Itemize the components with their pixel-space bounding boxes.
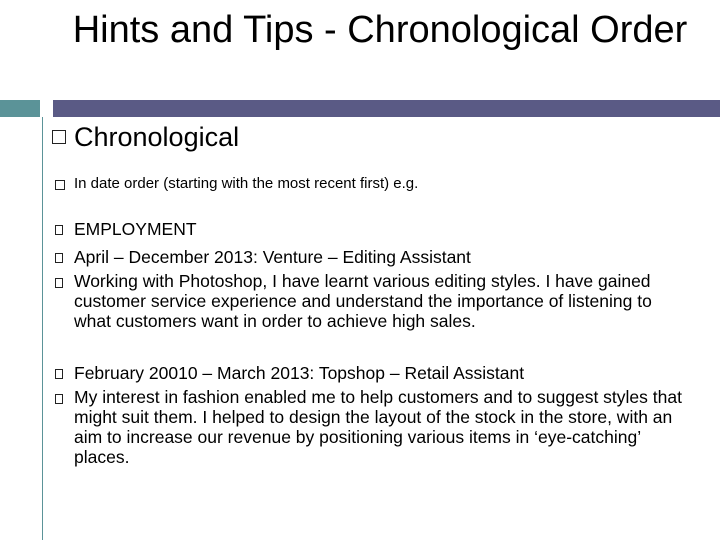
- left-accent-line: [42, 117, 43, 540]
- bullet-box-icon: [55, 369, 63, 379]
- item-topshop-desc: My interest in fashion enabled me to help customers and to suggest styles that might suit them. I helped to design the layout of the stock in the store, with an aim to increase our revenue by positioning various items in ‘eye-catching’ places.: [74, 387, 682, 467]
- header-rule-navy: [53, 100, 720, 117]
- header-rule-teal: [0, 100, 40, 117]
- bullet-box-icon: [52, 130, 66, 144]
- item-venture: April – December 2013: Venture – Editing Assistant: [74, 247, 471, 267]
- item-employment: EMPLOYMENT: [74, 219, 197, 239]
- bullet-box-icon: [55, 225, 63, 235]
- slide-title: Hints and Tips - Chronological Order: [72, 9, 688, 51]
- item-venture-desc: Working with Photoshop, I have learnt various editing styles. I have gained customer service experience and understand the importance of listening to what customers want in order to achieve high sales.: [74, 271, 652, 331]
- bullet-box-icon: [55, 278, 63, 288]
- bullet-box-icon: [55, 253, 63, 263]
- heading-chronological: Chronological: [74, 122, 240, 152]
- item-topshop: February 20010 – March 2013: Topshop – Retail Assistant: [74, 363, 525, 383]
- intro-line: In date order (starting with the most recent first) e.g.: [74, 175, 419, 192]
- bullet-box-icon: [55, 180, 65, 190]
- bullet-box-icon: [55, 394, 63, 404]
